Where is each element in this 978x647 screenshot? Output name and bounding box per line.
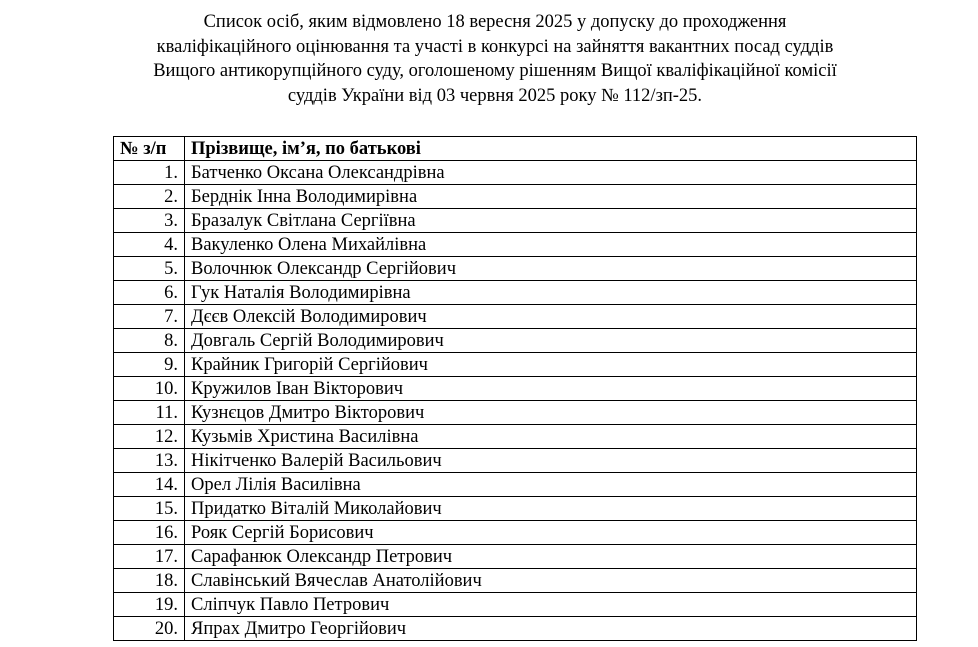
- row-number: 15.: [114, 497, 185, 521]
- row-number: 13.: [114, 449, 185, 473]
- table-row: [114, 545, 917, 569]
- person-full-name: Гук Наталія Володимирівна: [185, 281, 917, 305]
- persons-table: [113, 136, 917, 641]
- row-number: 20.: [114, 617, 185, 641]
- table-row: [114, 353, 917, 377]
- person-full-name: Вакуленко Олена Михайлівна: [185, 233, 917, 257]
- person-full-name: Сліпчук Павло Петрович: [185, 593, 917, 617]
- person-full-name: Япрах Дмитро Георгійович: [185, 617, 917, 641]
- person-full-name: Берднік Інна Володимирівна: [185, 185, 917, 209]
- table-row: [114, 473, 917, 497]
- table-row: [114, 521, 917, 545]
- row-number: 11.: [114, 401, 185, 425]
- table-row: [114, 497, 917, 521]
- person-full-name: Дєєв Олексій Володимирович: [185, 305, 917, 329]
- row-number: 19.: [114, 593, 185, 617]
- person-full-name: Рояк Сергій Борисович: [185, 521, 917, 545]
- table-row: [114, 425, 917, 449]
- table-row: [114, 329, 917, 353]
- table-row: [114, 401, 917, 425]
- header-number: № з/п: [114, 137, 185, 161]
- table-row: [114, 257, 917, 281]
- row-number: 4.: [114, 233, 185, 257]
- title-line: кваліфікаційного оцінювання та участі в конкурсі на зайняття вакантних посад суддів: [156, 36, 834, 57]
- row-number: 6.: [114, 281, 185, 305]
- table-row: [114, 233, 917, 257]
- document-title: [60, 10, 930, 108]
- row-number: 17.: [114, 545, 185, 569]
- header-full-name: Прізвище, ім’я, по батькові: [185, 137, 917, 161]
- table-row: [114, 593, 917, 617]
- person-full-name: Батченко Оксана Олександрівна: [185, 161, 917, 185]
- person-full-name: Довгаль Сергій Володимирович: [185, 329, 917, 353]
- table-row: [114, 617, 917, 641]
- row-number: 12.: [114, 425, 185, 449]
- table-row: [114, 377, 917, 401]
- row-number: 18.: [114, 569, 185, 593]
- table-header-row: [114, 137, 917, 161]
- table-row: [114, 161, 917, 185]
- table-row: [114, 185, 917, 209]
- title-line: суддів України від 03 червня 2025 року № 112/зп-25.: [287, 85, 703, 106]
- table-row: [114, 209, 917, 233]
- table-row: [114, 569, 917, 593]
- table-row: [114, 449, 917, 473]
- title-line: Список осіб, яким відмовлено 18 вересня 2025 у допуску до проходження: [203, 12, 787, 32]
- table-row: [114, 281, 917, 305]
- table-row: [114, 305, 917, 329]
- person-full-name: Крайник Григорій Сергійович: [185, 353, 917, 377]
- person-full-name: Придатко Віталій Миколайович: [185, 497, 917, 521]
- person-full-name: Сарафанюк Олександр Петрович: [185, 545, 917, 569]
- person-full-name: Кузьмів Христина Василівна: [185, 425, 917, 449]
- person-full-name: Славінський Вячеслав Анатолійович: [185, 569, 917, 593]
- row-number: 16.: [114, 521, 185, 545]
- person-full-name: Бразалук Світлана Сергіївна: [185, 209, 917, 233]
- row-number: 14.: [114, 473, 185, 497]
- person-full-name: Волочнюк Олександр Сергійович: [185, 257, 917, 281]
- person-full-name: Кузнєцов Дмитро Вікторович: [185, 401, 917, 425]
- row-number: 1.: [114, 161, 185, 185]
- table-body: [114, 161, 917, 641]
- row-number: 8.: [114, 329, 185, 353]
- person-full-name: Нікітченко Валерій Васильович: [185, 449, 917, 473]
- row-number: 10.: [114, 377, 185, 401]
- row-number: 9.: [114, 353, 185, 377]
- person-full-name: Орел Лілія Василівна: [185, 473, 917, 497]
- row-number: 5.: [114, 257, 185, 281]
- title-line: Вищого антикорупційного суду, оголошеному рішенням Вищої кваліфікаційної комісії: [153, 61, 837, 81]
- person-full-name: Кружилов Іван Вікторович: [185, 377, 917, 401]
- row-number: 2.: [114, 185, 185, 209]
- row-number: 3.: [114, 209, 185, 233]
- row-number: 7.: [114, 305, 185, 329]
